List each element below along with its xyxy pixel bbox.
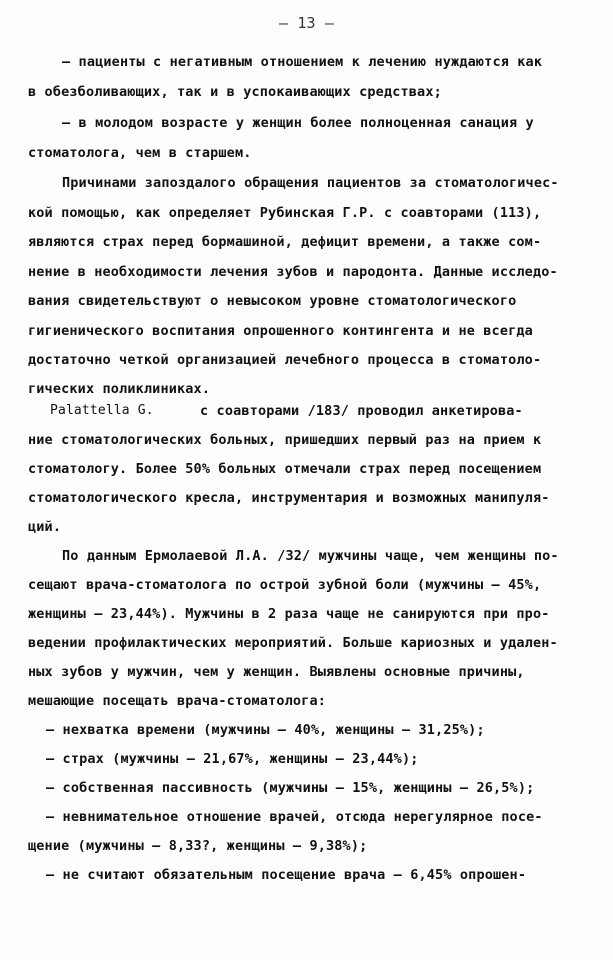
text-line: сещают врача-стоматолога по острой зубной боли (мужчины – 45%, — [28, 577, 542, 593]
text-line: ведении профилактических мероприятий. Больше кариозных и удален- — [28, 635, 558, 651]
text-line: кой помощью, как определяет Рубинская Г.Р. с соавторами (113), — [28, 205, 542, 221]
text-line: являются страх перед бормашиной, дефицит времени, а также сом- — [28, 234, 542, 250]
list-item: – не считают обязательным посещение врача – 6,45% опрошен- — [46, 867, 527, 883]
text-line: щение (мужчины – 8,33?, женщины – 9,38%); — [28, 838, 368, 854]
list-item: – невнимательное отношение врачей, отсюда нерегулярное посе- — [46, 809, 543, 825]
list-item: – собственная пассивность (мужчины – 15%, женщины – 26,5%); — [46, 780, 535, 796]
text-line: женщины – 23,44%). Мужчины в 2 раза чаще не санируются при про- — [28, 606, 550, 622]
text-line: – пациенты с негативным отношением к лечению нуждаются как — [62, 54, 543, 70]
text-line: ние стоматологических больных, пришедших первый раз на прием к — [28, 432, 542, 448]
text-line: с соавторами /183/ проводил анкетирова- — [200, 403, 523, 419]
text-line: ций. — [28, 519, 62, 535]
text-line: вания свидетельствуют о невысоком уровне стоматологического — [28, 293, 517, 309]
text-line: мешающие посещать врача-стоматолога: — [28, 693, 326, 709]
text-line: Причинами запоздалого обращения пациентов за стоматологичес- — [62, 175, 559, 191]
text-line: в обезболивающих, так и в успокаивающих средствах; — [28, 84, 442, 100]
text-line: стоматолога, чем в старшем. — [28, 145, 252, 161]
text-line: – в молодом возрасте у женщин более полноценная санация у — [62, 115, 534, 131]
text-line: стоматологического кресла, инструментария и возможных манипуля- — [28, 490, 550, 506]
cited-author-name: Palattella G. — [50, 403, 154, 418]
text-line: достаточно четкой организацией лечебного процесса в стоматоло- — [28, 352, 542, 368]
text-line: нение в необходимости лечения зубов и пародонта. Данные исследо- — [28, 264, 558, 280]
text-line: ных зубов у мужчин, чем у женщин. Выявлены основные причины, — [28, 664, 525, 680]
text-line: По данным Ермолаевой Л.А. /32/ мужчины чаще, чем женщины по- — [62, 548, 559, 564]
text-line: гигиенического воспитания опрошенного контингента и не всегда — [28, 323, 533, 339]
list-item: – страх (мужчины – 21,67%, женщины – 23,44%); — [46, 751, 419, 767]
list-item: – нехватка времени (мужчины – 40%, женщины – 31,25%); — [46, 722, 485, 738]
page-number: – 13 – — [278, 14, 335, 32]
text-line: стоматологу. Более 50% больных отмечали страх перед посещением — [28, 461, 542, 477]
text-line: гических поликлиниках. — [28, 381, 211, 397]
